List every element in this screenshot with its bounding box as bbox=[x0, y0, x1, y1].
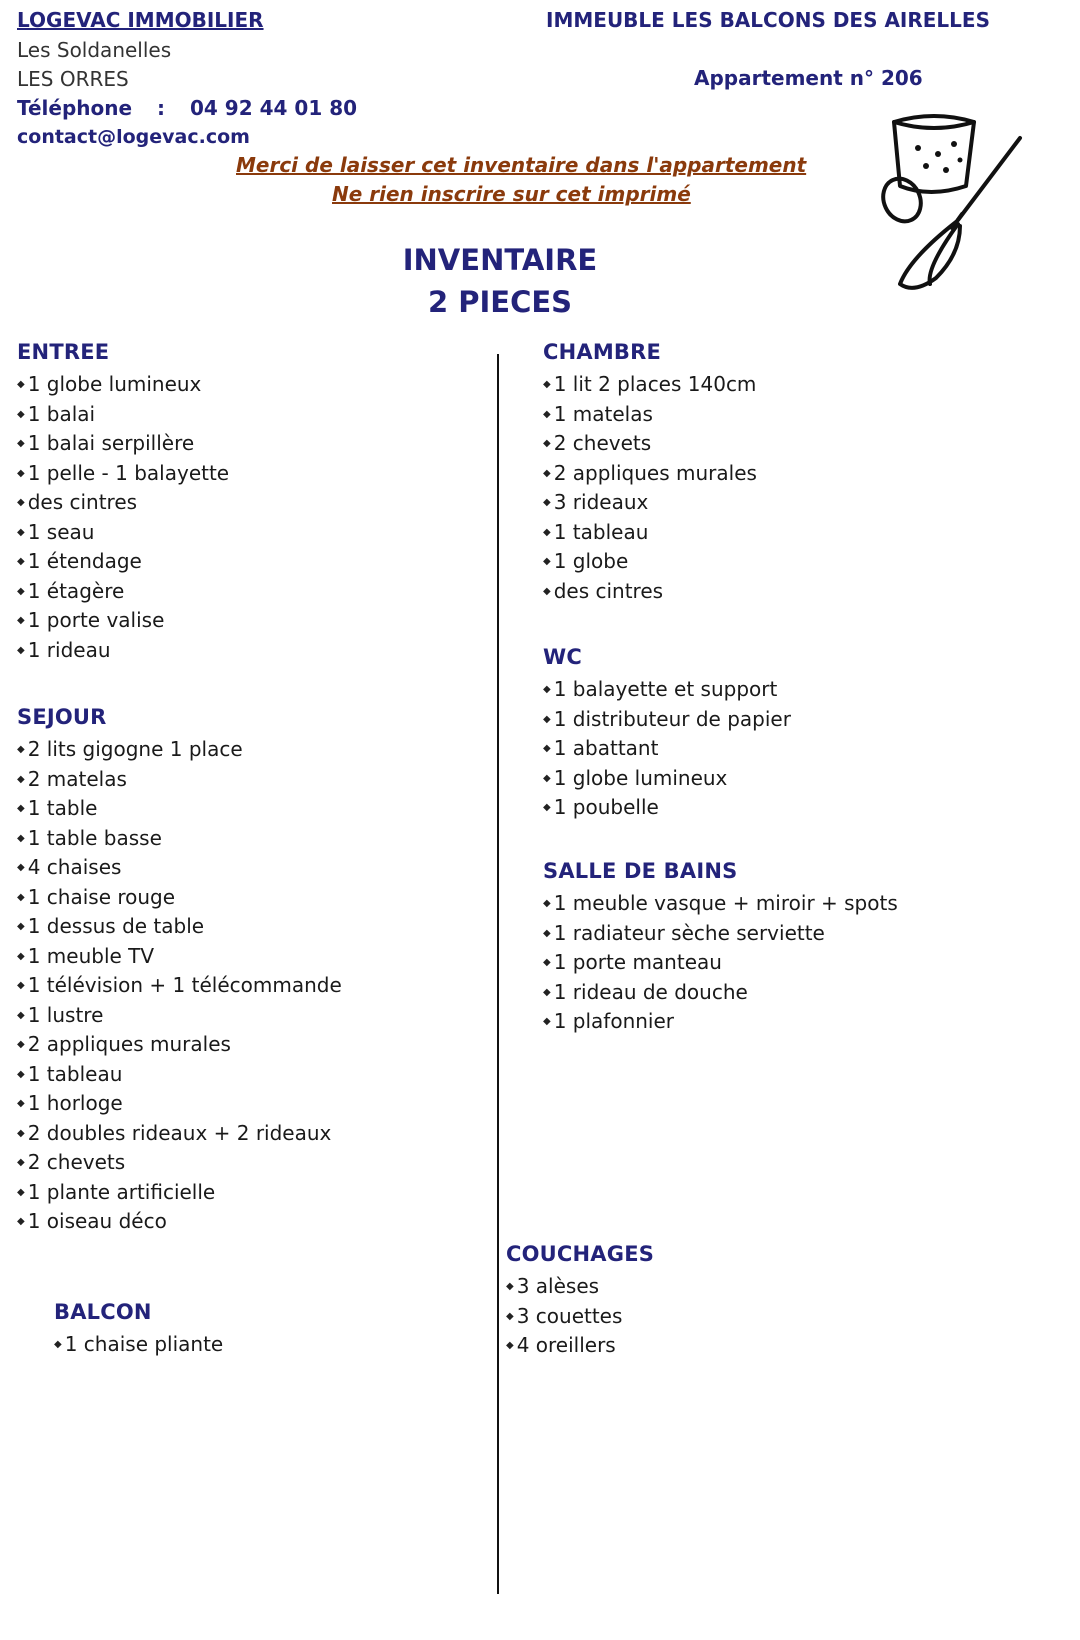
list-item: ◆ 1 lustre bbox=[17, 1001, 342, 1031]
section-sejour bbox=[17, 705, 342, 1237]
list-item: ◆ 2 matelas bbox=[17, 765, 342, 795]
list-item: ◆ 1 chaise pliante bbox=[54, 1330, 223, 1360]
list-item: ◆ 1 poubelle bbox=[543, 793, 791, 823]
list-item: ◆ 1 plante artificielle bbox=[17, 1178, 342, 1208]
section-balcon bbox=[54, 1300, 223, 1360]
list-item: ◆ 1 matelas bbox=[543, 400, 757, 430]
agency-residence: Les Soldanelles bbox=[17, 38, 172, 62]
list-item: ◆ 1 télévision + 1 télécommande bbox=[17, 971, 342, 1001]
kitchen-whisk-cup-icon bbox=[870, 108, 1030, 298]
notice-do-not-write: Ne rien inscrire sur cet imprimé bbox=[332, 182, 691, 206]
list-item: ◆ 3 rideaux bbox=[543, 488, 757, 518]
entree-item-list bbox=[17, 370, 229, 665]
document-title: INVENTAIRE bbox=[402, 243, 598, 277]
document-subtitle: 2 PIECES bbox=[427, 285, 573, 319]
list-item: ◆ 1 seau bbox=[17, 518, 229, 548]
section-title-sejour: SEJOUR bbox=[17, 705, 107, 729]
list-item: ◆ des cintres bbox=[543, 577, 757, 607]
list-item: ◆ 2 appliques murales bbox=[17, 1030, 342, 1060]
list-item: ◆ 1 meuble TV bbox=[17, 942, 342, 972]
list-item: ◆ 2 chevets bbox=[543, 429, 757, 459]
section-title-wc: WC bbox=[543, 645, 582, 669]
couchages-item-list bbox=[506, 1272, 654, 1361]
list-item: ◆ 1 porte valise bbox=[17, 606, 229, 636]
section-entree bbox=[17, 340, 229, 665]
section-chambre bbox=[543, 340, 757, 606]
list-item: ◆ 1 horloge bbox=[17, 1089, 342, 1119]
list-item: ◆ 1 tableau bbox=[17, 1060, 342, 1090]
phone-separator: : bbox=[157, 96, 166, 120]
list-item: ◆ 2 lits gigogne 1 place bbox=[17, 735, 342, 765]
list-item: ◆ 1 table bbox=[17, 794, 342, 824]
apartment-number: Appartement n° 206 bbox=[694, 66, 923, 90]
section-salle-de-bains bbox=[543, 859, 898, 1037]
list-item: ◆ des cintres bbox=[17, 488, 229, 518]
list-item: ◆ 2 chevets bbox=[17, 1148, 342, 1178]
list-item: ◆ 1 table basse bbox=[17, 824, 342, 854]
list-item: ◆ 1 plafonnier bbox=[543, 1007, 898, 1037]
list-item: ◆ 1 balayette et support bbox=[543, 675, 791, 705]
list-item: ◆ 1 dessus de table bbox=[17, 912, 342, 942]
list-item: ◆ 1 abattant bbox=[543, 734, 791, 764]
list-item: ◆ 1 rideau de douche bbox=[543, 978, 898, 1008]
section-couchages bbox=[506, 1242, 654, 1361]
list-item: ◆ 2 appliques murales bbox=[543, 459, 757, 489]
list-item: ◆ 1 distributeur de papier bbox=[543, 705, 791, 735]
list-item: ◆ 3 alèses bbox=[506, 1272, 654, 1302]
list-item: ◆ 1 lit 2 places 140cm bbox=[543, 370, 757, 400]
list-item: ◆ 1 rideau bbox=[17, 636, 229, 666]
column-divider bbox=[497, 354, 499, 1594]
section-title-couchages: COUCHAGES bbox=[506, 1242, 655, 1266]
list-item: ◆ 1 radiateur sèche serviette bbox=[543, 919, 898, 949]
list-item: ◆ 4 oreillers bbox=[506, 1331, 654, 1361]
building-name: IMMEUBLE LES BALCONS DES AIRELLES bbox=[546, 8, 990, 32]
agency-phone bbox=[17, 96, 357, 120]
agency-name: LOGEVAC IMMOBILIER bbox=[17, 8, 264, 32]
phone-label: Téléphone bbox=[17, 96, 133, 120]
list-item: ◆ 2 doubles rideaux + 2 rideaux bbox=[17, 1119, 342, 1149]
sejour-item-list bbox=[17, 735, 342, 1237]
chambre-item-list bbox=[543, 370, 757, 606]
balcon-item-list bbox=[54, 1330, 223, 1360]
phone-number: 04 92 44 01 80 bbox=[190, 96, 358, 120]
list-item: ◆ 1 meuble vasque + miroir + spots bbox=[543, 889, 898, 919]
list-item: ◆ 1 oiseau déco bbox=[17, 1207, 342, 1237]
section-title-balcon: BALCON bbox=[54, 1300, 152, 1324]
list-item: ◆ 1 balai serpillère bbox=[17, 429, 229, 459]
list-item: ◆ 1 balai bbox=[17, 400, 229, 430]
list-item: ◆ 3 couettes bbox=[506, 1302, 654, 1332]
list-item: ◆ 1 globe lumineux bbox=[17, 370, 229, 400]
notice-leave-inventory: Merci de laisser cet inventaire dans l'appartement bbox=[236, 153, 807, 177]
section-title-salle-de-bains: SALLE DE BAINS bbox=[543, 859, 738, 883]
list-item: ◆ 1 tableau bbox=[543, 518, 757, 548]
list-item: ◆ 1 chaise rouge bbox=[17, 883, 342, 913]
list-item: ◆ 1 pelle - 1 balayette bbox=[17, 459, 229, 489]
section-wc bbox=[543, 645, 791, 823]
wc-item-list bbox=[543, 675, 791, 823]
salle-de-bains-item-list bbox=[543, 889, 898, 1037]
list-item: ◆ 4 chaises bbox=[17, 853, 342, 883]
agency-town: LES ORRES bbox=[17, 67, 129, 91]
list-item: ◆ 1 étendage bbox=[17, 547, 229, 577]
list-item: ◆ 1 porte manteau bbox=[543, 948, 898, 978]
section-title-entree: ENTREE bbox=[17, 340, 110, 364]
section-title-chambre: CHAMBRE bbox=[543, 340, 662, 364]
list-item: ◆ 1 globe lumineux bbox=[543, 764, 791, 794]
agency-email: contact@logevac.com bbox=[17, 126, 250, 148]
list-item: ◆ 1 étagère bbox=[17, 577, 229, 607]
list-item: ◆ 1 globe bbox=[543, 547, 757, 577]
